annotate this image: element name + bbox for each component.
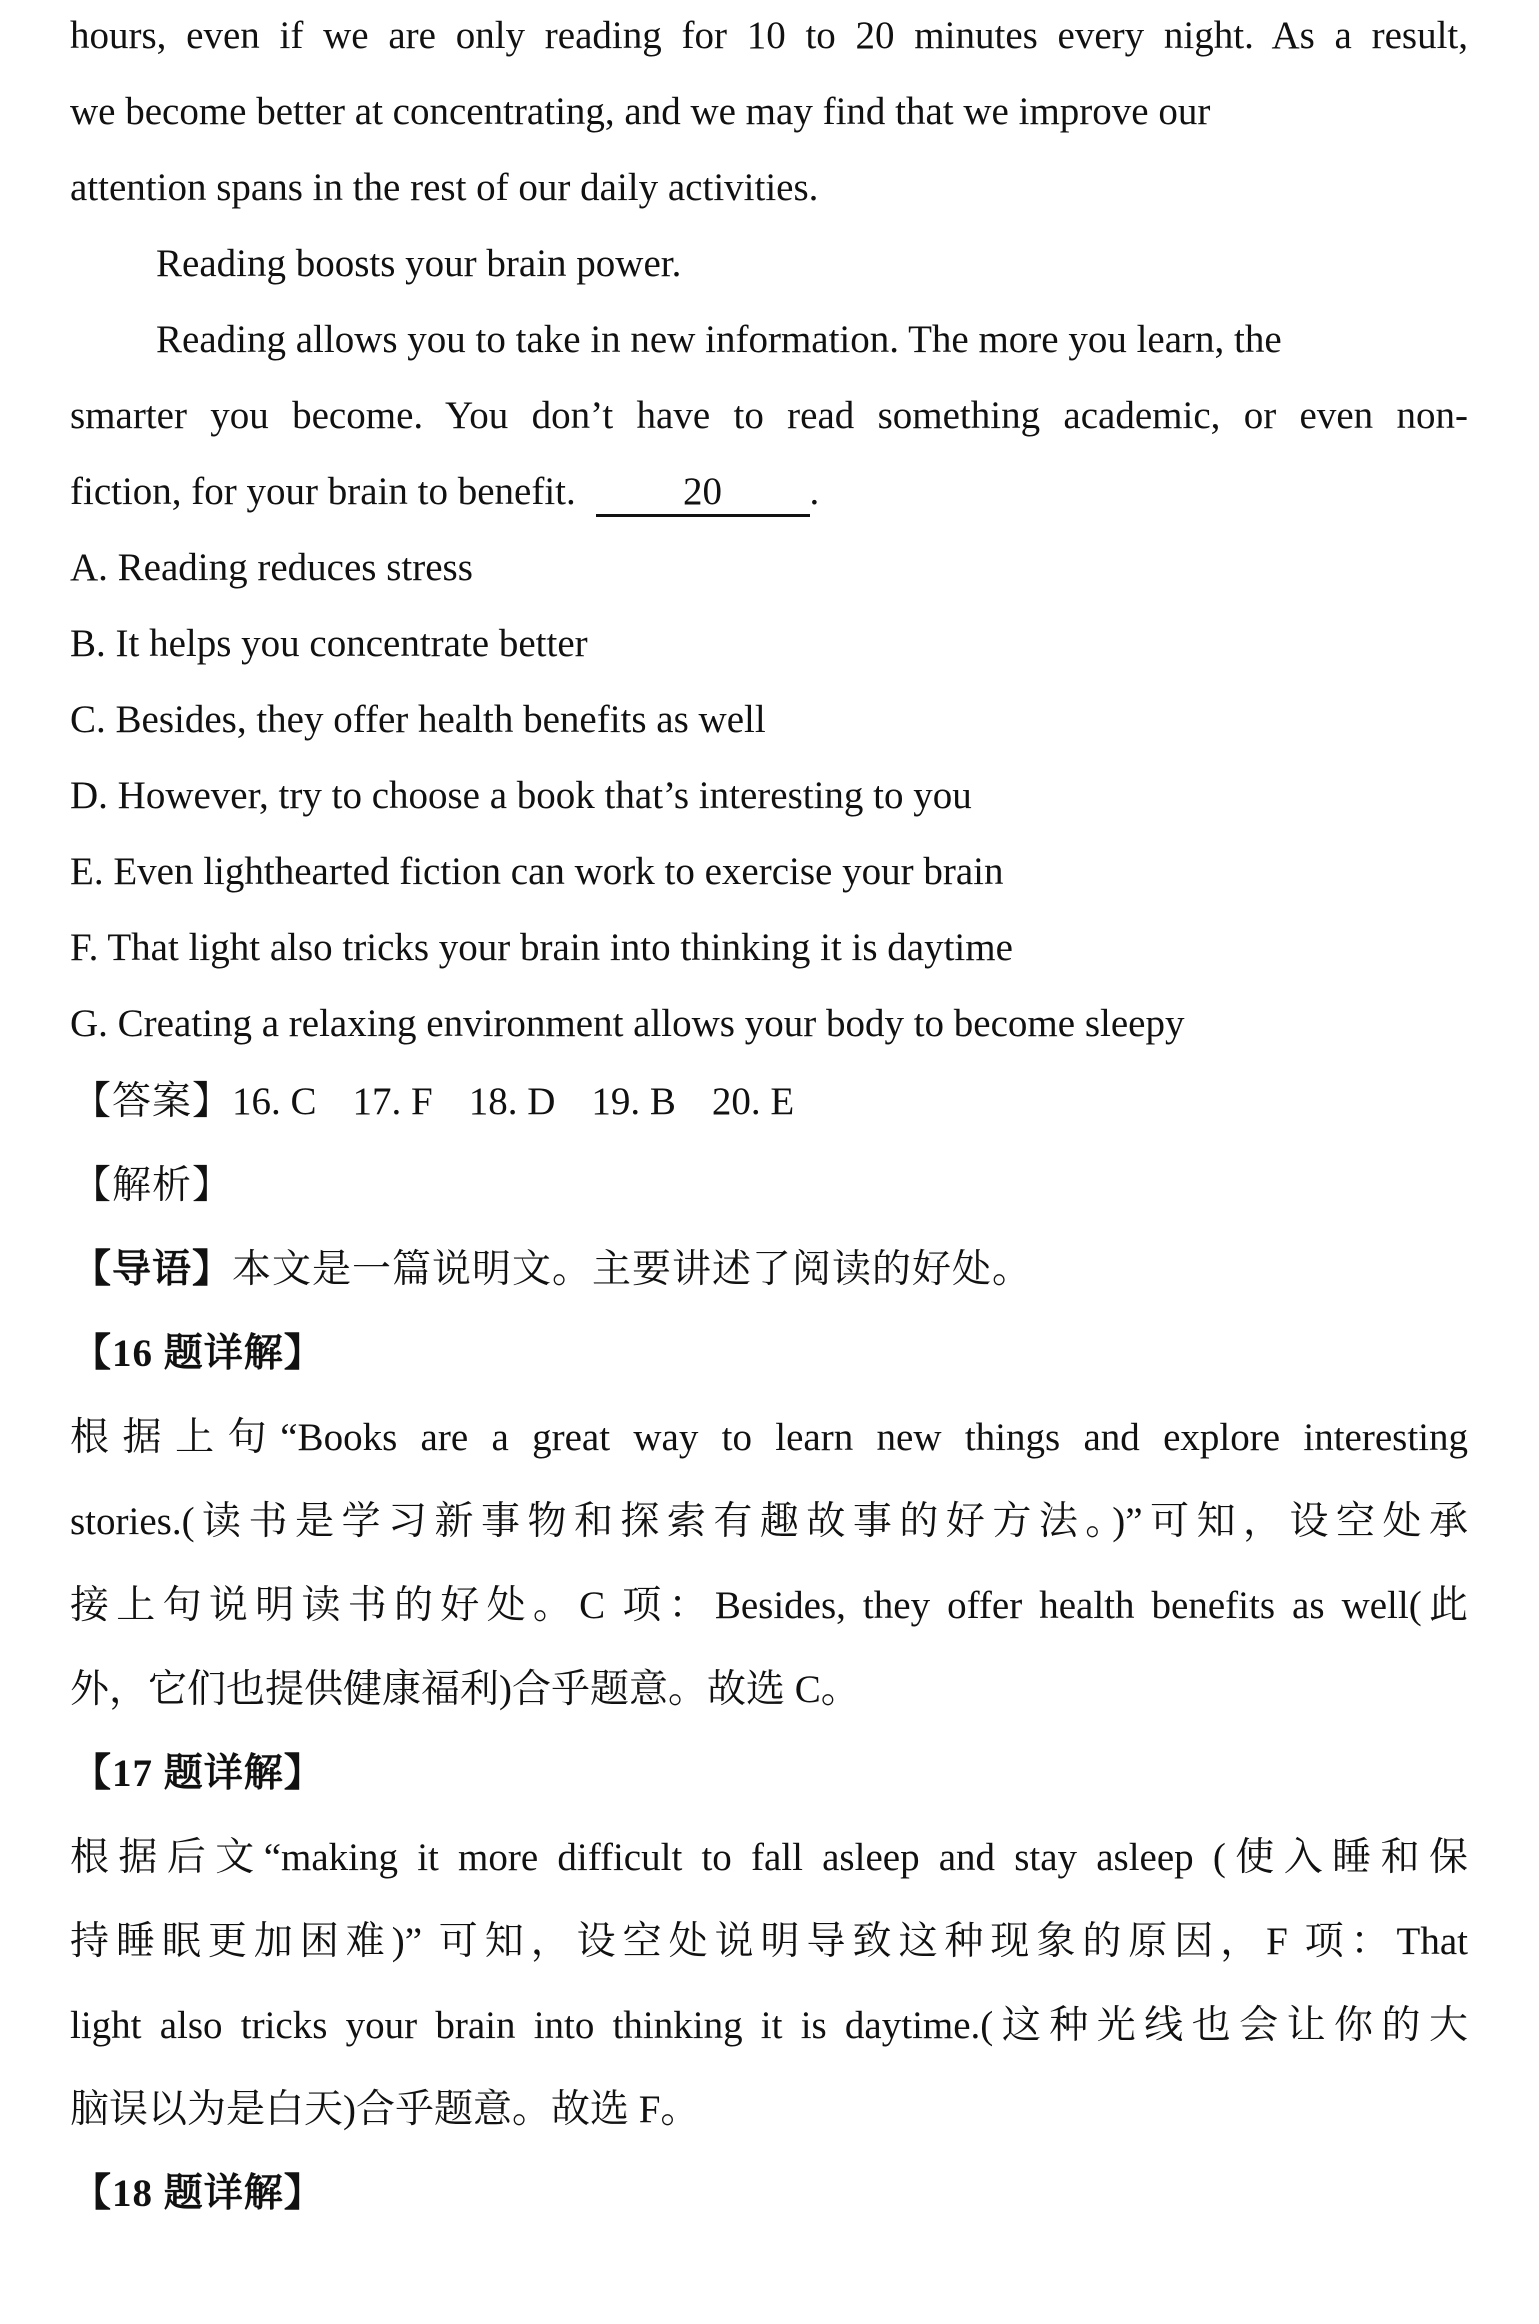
option-d: D. However, try to choose a book that’s interesting to you bbox=[70, 774, 972, 817]
q17-line: 脑误以为是白天)合乎题意。故选 F。 bbox=[70, 2088, 700, 2131]
answer-item: 17. F bbox=[352, 1080, 433, 1123]
answer-item: 20. E bbox=[711, 1080, 795, 1123]
answer-item: 16. C bbox=[232, 1080, 317, 1123]
q16-line: 接上句说明读书的好处。C 项：Besides, they offer health benefits as well(此 bbox=[70, 1584, 1468, 1627]
intro-line bbox=[72, 1242, 1032, 1298]
analysis-label: 【解析】 bbox=[72, 1164, 233, 1207]
option-f: F. That light also tricks your brain into thinking it is daytime bbox=[70, 926, 1013, 969]
passage-line: hours, even if we are only reading for 10 to 20 minutes every night. As a result, bbox=[70, 14, 1468, 57]
passage-line: we become better at concentrating, and we may find that we improve our bbox=[70, 90, 1211, 133]
q18-title: 【18 题详解】 bbox=[72, 2172, 324, 2215]
option-e: E. Even lighthearted fiction can work to exercise your brain bbox=[70, 850, 1004, 893]
q17-title: 【17 题详解】 bbox=[72, 1752, 324, 1795]
answer-item: 19. B bbox=[591, 1080, 676, 1123]
passage-line: attention spans in the rest of our daily activities. bbox=[70, 166, 819, 209]
period: . bbox=[809, 470, 820, 513]
answer-item: 18. D bbox=[468, 1080, 556, 1123]
answer-key bbox=[72, 1074, 794, 1130]
intro-label: 【导语】 bbox=[72, 1248, 233, 1291]
q16-title: 【16 题详解】 bbox=[72, 1332, 324, 1375]
passage-line: Reading allows you to take in new information. The more you learn, the bbox=[156, 318, 1282, 361]
q16-line: 外，它们也提供健康福利)合乎题意。故选 C。 bbox=[70, 1668, 860, 1711]
passage-line-with-blank bbox=[70, 464, 819, 520]
q17-line: light also tricks your brain into thinking it is daytime.(这种光线也会让你的大 bbox=[70, 2004, 1468, 2047]
passage-heading: Reading boosts your brain power. bbox=[156, 242, 682, 285]
q16-line: stories.(读书是学习新事物和探索有趣故事的好方法。)”可知，设空处承 bbox=[70, 1500, 1468, 1543]
option-g: G. Creating a relaxing environment allows your body to become sleepy bbox=[70, 1002, 1185, 1045]
answer-label: 【答案】 bbox=[72, 1080, 233, 1123]
option-a: A. Reading reduces stress bbox=[70, 546, 473, 589]
passage-text: fiction, for your brain to benefit. bbox=[70, 470, 576, 513]
intro-text: 本文是一篇说明文。主要讲述了阅读的好处。 bbox=[232, 1248, 1033, 1291]
answer-blank: 20 bbox=[596, 470, 810, 517]
q17-line: 根据后文“making it more difficult to fall asleep and stay asleep (使入睡和保 bbox=[70, 1836, 1468, 1879]
passage-line: smarter you become. You don’t have to read something academic, or even non- bbox=[70, 394, 1468, 437]
option-c: C. Besides, they offer health benefits as well bbox=[70, 698, 766, 741]
option-b: B. It helps you concentrate better bbox=[70, 622, 588, 665]
q16-line: 根据上句“Books are a great way to learn new things and explore interesting bbox=[70, 1416, 1468, 1459]
q17-line: 持睡眠更加困难)” 可知，设空处说明导致这种现象的原因，F 项：That bbox=[70, 1920, 1468, 1963]
